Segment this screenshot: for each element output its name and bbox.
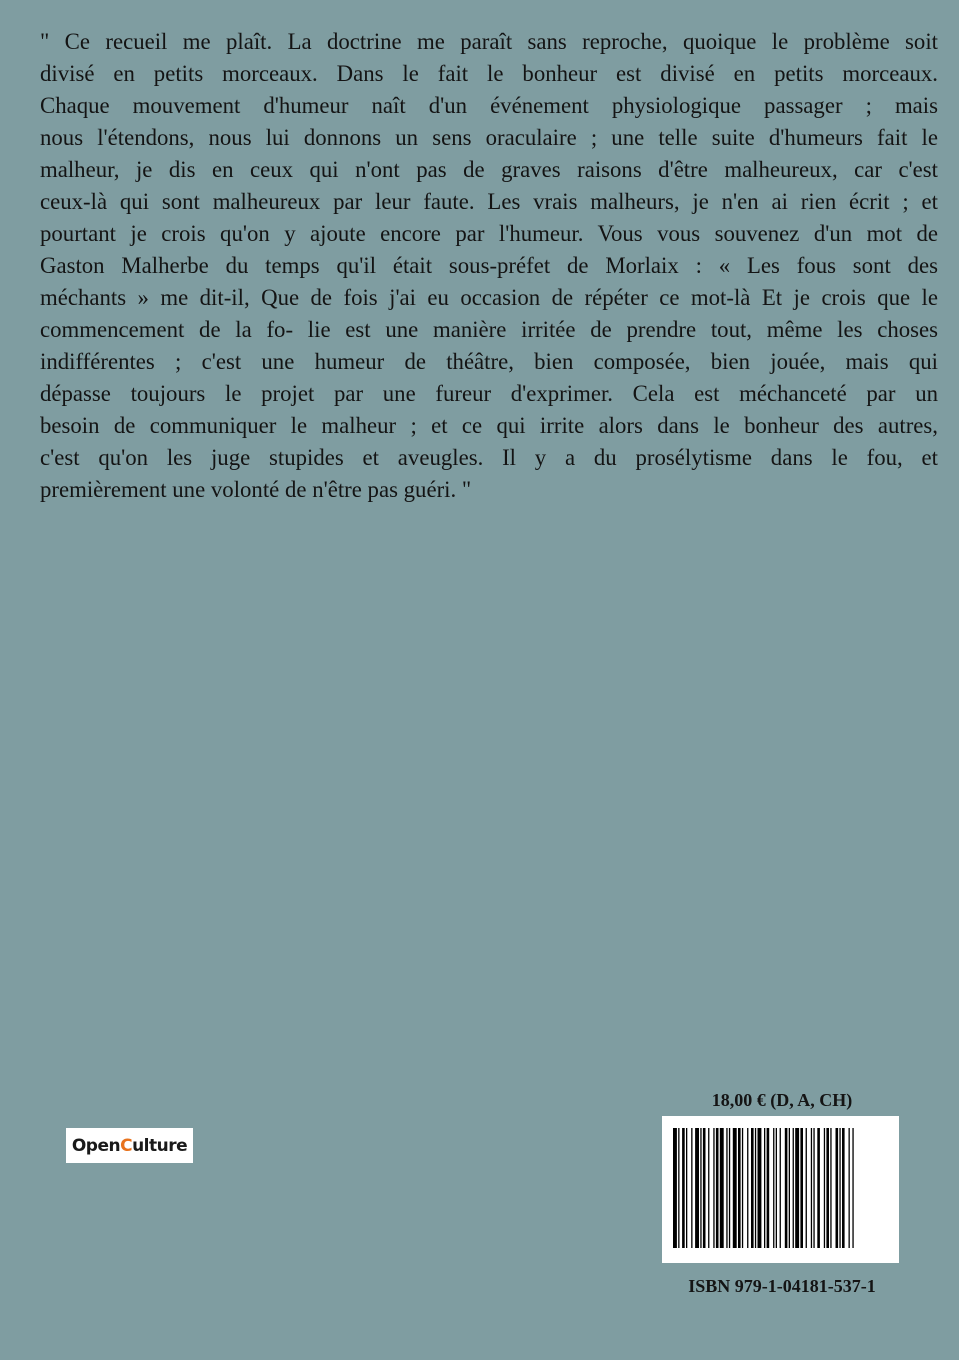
barcode-bar bbox=[824, 1128, 825, 1248]
barcode-bar bbox=[755, 1128, 756, 1248]
barcode-bar bbox=[830, 1128, 831, 1248]
barcode-bar bbox=[776, 1128, 777, 1248]
barcode-bar bbox=[767, 1128, 770, 1248]
barcode-bar bbox=[764, 1128, 765, 1248]
barcode-bar bbox=[785, 1128, 788, 1248]
barcode-bar bbox=[738, 1128, 741, 1248]
quote-line: Gaston Malherbe du temps qu'il était sous-préfet de Morlaix : « Les fous sont des bbox=[40, 253, 938, 278]
isbn-label: ISBN 979-1-04181-537-1 bbox=[688, 1276, 876, 1296]
publisher-logo bbox=[66, 1128, 193, 1163]
barcode-icon bbox=[673, 1128, 888, 1248]
quote-line: besoin de communiquer le malheur ; et ce qui irrite alors dans le bonheur des autres, bbox=[40, 413, 938, 438]
quote-line: méchants » me dit-il, Que de fois j'ai eu occasion de répéter ce mot-là Et je crois que le bbox=[40, 285, 938, 310]
barcode-bar bbox=[842, 1128, 845, 1248]
quote-line: " Ce recueil me plaît. La doctrine me paraît sans reproche, quoique le problème soit bbox=[40, 29, 938, 54]
quote-line: indifférentes ; c'est une humeur de théâtre, bien composée, bien jouée, mais qui bbox=[40, 349, 938, 374]
barcode-bar bbox=[852, 1128, 853, 1248]
barcode-bar bbox=[678, 1128, 679, 1248]
barcode-bar bbox=[758, 1128, 762, 1248]
barcode-bar bbox=[695, 1128, 699, 1248]
logo-text-accent: C bbox=[120, 1135, 133, 1156]
barcode bbox=[662, 1116, 899, 1263]
barcode-bar bbox=[849, 1128, 850, 1248]
barcode-bar bbox=[773, 1128, 774, 1248]
barcode-bar bbox=[800, 1128, 803, 1248]
barcode-bar bbox=[733, 1128, 737, 1248]
barcode-bar bbox=[826, 1128, 829, 1248]
barcode-bar bbox=[811, 1128, 812, 1248]
logo-text-open: Open bbox=[71, 1135, 121, 1156]
back-cover-quote bbox=[40, 26, 938, 506]
logo-text-ulture: ulture bbox=[132, 1135, 188, 1156]
barcode-bar bbox=[729, 1128, 730, 1248]
quote-line: Chaque mouvement d'humeur naît d'un événement physiologique passager ; mais bbox=[40, 93, 938, 118]
quote-line: commencement de la fo- lie est une manière irritée de prendre tout, même les choses bbox=[40, 317, 938, 342]
quote-line: pourtant je crois qu'on y ajoute encore par l'humeur. Vous vous souvenez d'un mot de bbox=[40, 221, 938, 246]
barcode-bar bbox=[836, 1128, 839, 1248]
quote-line: nous l'étendons, nous lui donnons un sens oraculaire ; une telle suite d'humeurs fait le bbox=[40, 125, 938, 150]
barcode-bar bbox=[708, 1128, 709, 1248]
barcode-bar bbox=[742, 1128, 743, 1248]
barcode-bar bbox=[839, 1128, 840, 1248]
barcode-bar bbox=[673, 1128, 677, 1248]
barcode-bar bbox=[686, 1128, 687, 1248]
quote-line: c'est qu'on les juge stupides et aveugles. Il y a du prosélytisme dans le fou, et bbox=[40, 445, 938, 470]
quote-line: premièrement une volonté de n'être pas guéri. " bbox=[40, 477, 472, 502]
quote-line: divisé en petits morceaux. Dans le fait le bonheur est divisé en petits morceaux. bbox=[40, 61, 938, 86]
barcode-bar bbox=[720, 1128, 724, 1248]
barcode-bar bbox=[793, 1128, 794, 1248]
barcode-bar bbox=[726, 1128, 727, 1248]
barcode-bar bbox=[691, 1128, 692, 1248]
quote-line: dépasse toujours le projet par une fureur d'exprimer. Cela est méchanceté par un bbox=[40, 381, 938, 406]
barcode-bar bbox=[789, 1128, 790, 1248]
quote-line: malheur, je dis en ceux qui n'ont pas de graves raisons d'être malheureux, car c'est bbox=[40, 157, 938, 182]
barcode-bar bbox=[716, 1128, 719, 1248]
price-label: 18,00 € (D, A, CH) bbox=[711, 1090, 853, 1110]
barcode-bar bbox=[806, 1128, 807, 1248]
quote-line: ceux-là qui sont malheureux par leur faute. Les vrais malheurs, je n'en ai rien écrit ; et bbox=[40, 189, 938, 214]
barcode-bar bbox=[817, 1128, 820, 1248]
barcode-bar bbox=[682, 1128, 685, 1248]
barcode-bar bbox=[713, 1128, 714, 1248]
barcode-bar bbox=[780, 1128, 781, 1248]
barcode-bar bbox=[751, 1128, 754, 1248]
barcode-bar bbox=[700, 1128, 701, 1248]
barcode-bar bbox=[703, 1128, 706, 1248]
barcode-bar bbox=[813, 1128, 814, 1248]
barcode-bar bbox=[747, 1128, 748, 1248]
barcode-bar bbox=[795, 1128, 799, 1248]
